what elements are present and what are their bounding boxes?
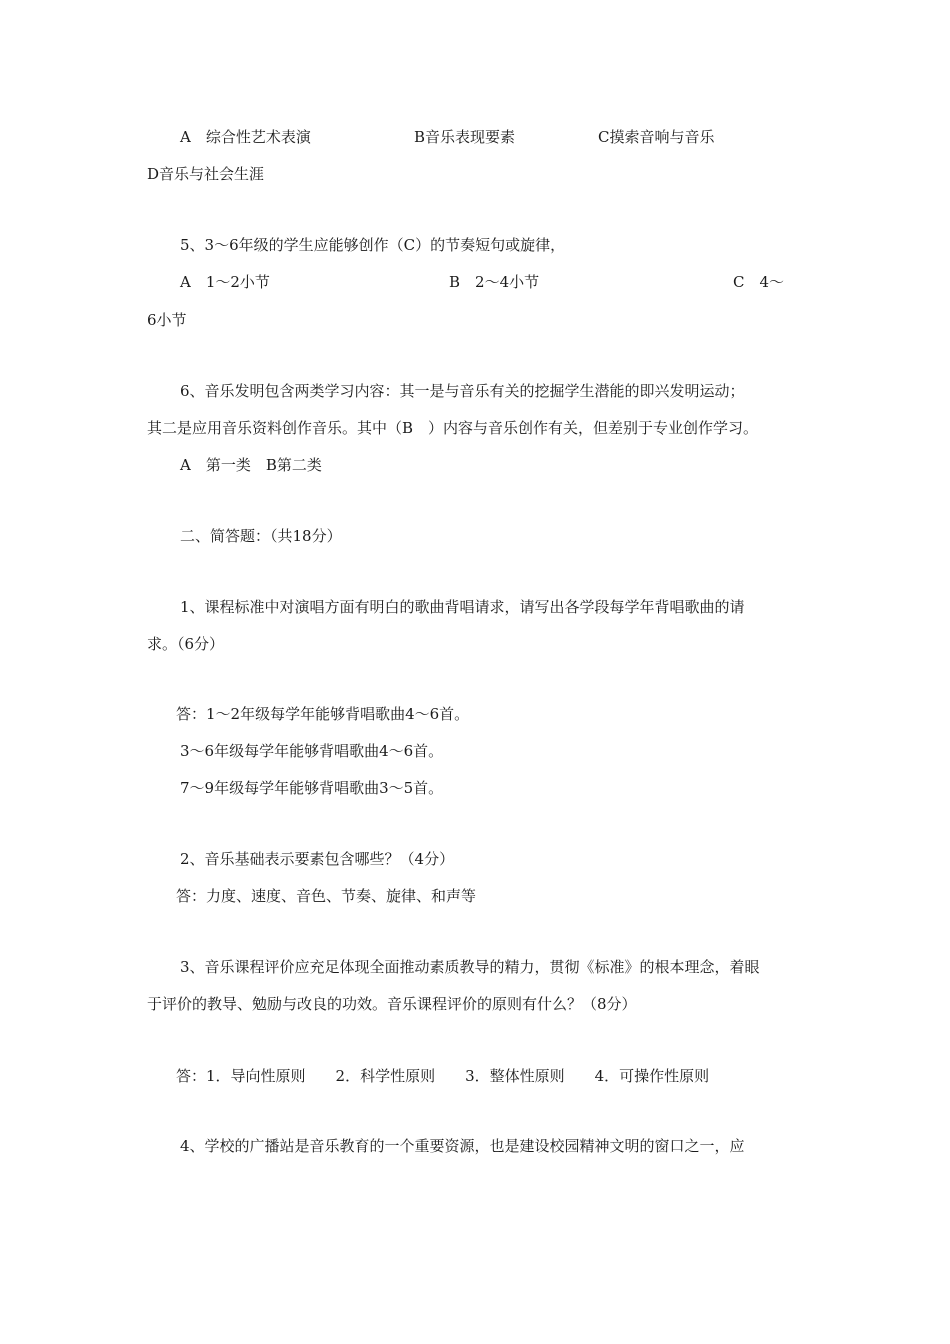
section-heading: 二、简答题：（共18分） — [180, 527, 342, 545]
sa1-answer-3: 7～9年级每学年能够背唱歌曲3～5首。 — [180, 779, 444, 797]
q4-option-b: B音乐表现要素 — [414, 128, 516, 146]
sa3-line-1: 3、音乐课程评价应充足体现全面推动素质教导的精力，贯彻《标准》的根本理念，着眼 — [180, 958, 760, 976]
sa1-answer-1: 答：1～2年级每学年能够背唱歌曲4～6首。 — [176, 705, 470, 723]
q4-option-a: A 综合性艺术表演 — [180, 128, 311, 146]
q4-option-c: C摸索音响与音乐 — [598, 128, 715, 146]
q5-option-c-cont: 6小节 — [147, 311, 187, 329]
sa2-question: 2、音乐基础表示要素包含哪些？（4分） — [180, 850, 455, 868]
sa1-line-2: 求。（6分） — [147, 635, 225, 653]
q4-option-d: D音乐与社会生涯 — [147, 165, 265, 183]
q6-line-1: 6、音乐发明包含两类学习内容：其一是与音乐有关的挖掘学生潜能的即兴发明运动； — [180, 382, 745, 400]
q5-option-c: C 4～ — [733, 273, 785, 291]
sa3-line-2: 于评价的教导、勉励与改良的功效。音乐课程评价的原则有什么？（8分） — [147, 995, 637, 1013]
sa1-line-1: 1、课程标准中对演唱方面有明白的歌曲背唱请求，请写出各学段每学年背唱歌曲的请 — [180, 598, 745, 616]
q5-option-a: A 1～2小节 — [180, 273, 270, 291]
sa3-answer: 答：1．导向性原则 2．科学性原则 3．整体性原则 4．可操作性原则 — [176, 1067, 710, 1085]
sa4-line-1: 4、学校的广播站是音乐教育的一个重要资源，也是建设校园精神文明的窗口之一，应 — [180, 1137, 745, 1155]
q5-option-b: B 2～4小节 — [449, 273, 540, 291]
q6-options: A 第一类 B第二类 — [180, 456, 322, 474]
q6-line-2: 其二是应用音乐资料创作音乐。其中（B ）内容与音乐创作有关，但差别于专业创作学习。 — [147, 419, 759, 437]
sa2-answer: 答：力度、速度、音色、节奏、旋律、和声等 — [176, 887, 477, 905]
q5-stem: 5、3～6年级的学生应能够创作（C）的节奏短句或旋律， — [180, 236, 566, 254]
sa1-answer-2: 3～6年级每学年能够背唱歌曲4～6首。 — [180, 742, 444, 760]
